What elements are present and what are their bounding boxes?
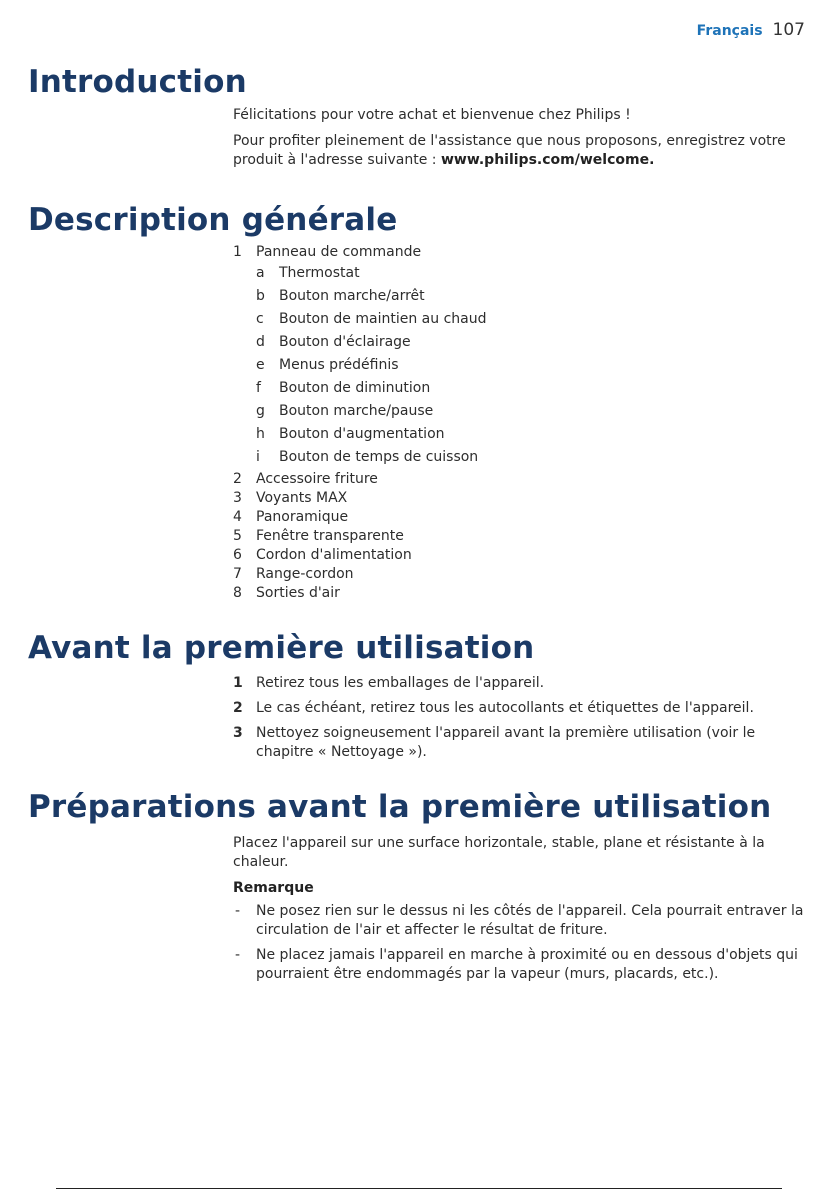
- list-item: 8 Sorties d'air: [233, 585, 340, 601]
- preparations-intro: Placez l'appareil sur une surface horizontale, stable, plane et résistante à la chaleur.: [233, 835, 765, 870]
- footer-rule: [56, 1188, 782, 1189]
- list-item: 5 Fenêtre transparente: [233, 528, 404, 544]
- section-title-description: Description générale: [28, 202, 398, 238]
- preparations-body: [233, 834, 808, 990]
- before-first-use-steps: [233, 674, 808, 762]
- intro-paragraph-2: [233, 132, 808, 170]
- list-item: 2 Accessoire friture: [233, 471, 378, 487]
- list-item: 2 Le cas échéant, retirez tous les autocollants et étiquettes de l'appareil.: [233, 700, 754, 716]
- welcome-url: www.philips.com/welcome.: [440, 152, 655, 168]
- list-item: f Bouton de diminution: [256, 380, 431, 396]
- section-title-introduction: Introduction: [28, 64, 247, 100]
- list-item: c Bouton de maintien au chaud: [256, 311, 487, 327]
- language-label: Français: [696, 23, 763, 39]
- section-title-before-first-use: Avant la première utilisation: [28, 630, 535, 666]
- intro-paragraph-2-text: Pour profiter pleinement de l'assistance que nous proposons, enregistrez votre produit à l'adresse suivante :: [233, 133, 786, 168]
- page-number: 107: [772, 20, 805, 40]
- page-header: [697, 20, 805, 40]
- preparations-notes: [233, 902, 808, 984]
- list-item: 3 Nettoyez soigneusement l'appareil avant la première utilisation (voir le chapitre « Nettoyage »).: [233, 725, 756, 760]
- list-item: 4 Panoramique: [233, 509, 349, 525]
- list-item: 6 Cordon d'alimentation: [233, 547, 412, 563]
- list-item: a Thermostat: [256, 265, 360, 281]
- intro-body: [233, 106, 808, 177]
- list-item: 3 Voyants MAX: [233, 490, 348, 506]
- list-item: 7 Range-cordon: [233, 566, 354, 582]
- description-list-block: [233, 243, 808, 603]
- list-item: i Bouton de temps de cuisson: [256, 449, 479, 465]
- list-item: e Menus prédéfinis: [256, 357, 399, 373]
- list-item: g Bouton marche/pause: [256, 403, 434, 419]
- intro-paragraph-1: Félicitations pour votre achat et bienvenue chez Philips !: [233, 107, 631, 123]
- list-item: 1 Panneau de commande: [233, 244, 422, 260]
- list-item: - Ne posez rien sur le dessus ni les côtés de l'appareil. Cela pourrait entraver la circulation de l'air et affecter le résultat de friture.: [235, 903, 804, 938]
- list-item: h Bouton d'augmentation: [256, 426, 445, 442]
- list-item: d Bouton d'éclairage: [256, 334, 411, 350]
- list-item: 1 Retirez tous les emballages de l'appareil.: [233, 675, 545, 691]
- before-first-use-steps-block: [233, 674, 808, 768]
- note-label: Remarque: [233, 880, 314, 896]
- list-item: - Ne placez jamais l'appareil en marche à proximité ou en dessous d'objets qui pourraient être endommagés par la vapeur (murs, placards, etc.).: [235, 947, 798, 982]
- list-item: b Bouton marche/arrêt: [256, 288, 425, 304]
- section-title-preparations: Préparations avant la première utilisation: [28, 789, 772, 825]
- description-list: [233, 243, 808, 603]
